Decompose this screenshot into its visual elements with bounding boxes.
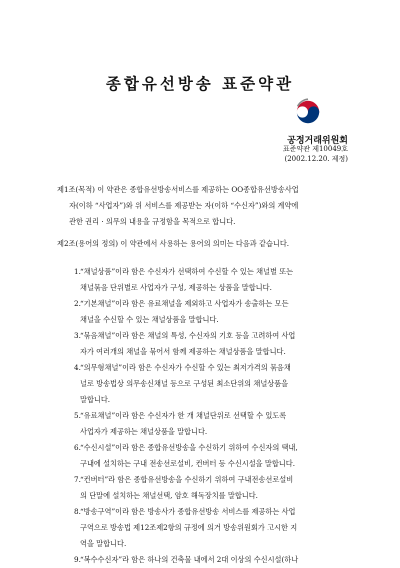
definition-line: 채널을 수신할 수 있는 채널상품을 말합니다.	[80, 315, 219, 324]
definition-line: 채널묶음 단위별로 사업자가 구성, 제공하는 상품을 말합니다.	[80, 283, 272, 292]
definition-line: “수신시설”이라 함은 종합유선방송을 수신하기 위하여 수신자의 택내,	[80, 443, 298, 452]
definition-line: 구역으로 방송법 제12조제2항의 규정에 의거 방송위원회가 고시한 지	[80, 523, 298, 532]
definition-item	[58, 360, 358, 408]
document-title: 종합유선방송 표준약관	[105, 74, 295, 93]
definition-item	[58, 408, 358, 440]
definition-line: 구내에 설치하는 구내 전송선로설비, 컨버터 등 수신시설을 말합니다.	[80, 459, 295, 468]
definition-list	[58, 264, 358, 568]
definition-number: 5 .	[74, 408, 81, 424]
definition-line: “방송구역”이라 함은 방송사가 종합유선방송 서비스를 제공하는 사업	[80, 507, 296, 516]
article-2	[57, 236, 352, 252]
definition-line: 말합니다.	[80, 395, 111, 404]
definition-item	[58, 472, 358, 504]
definition-line: “복수수신자”라 함은 하나의 건축물 내에서 2대 이상의 수신시설(하나	[80, 555, 299, 564]
definition-line: 역을 말합니다.	[80, 539, 127, 548]
definition-line: “묶음채널”이라 함은 채널의 특성, 수신자의 기호 등을 고려하여 사업	[80, 331, 296, 340]
definition-line: “컨버터”라 함은 종합유선방송을 수신하기 위하여 구내전송선로설비	[80, 475, 294, 484]
definition-item	[58, 296, 358, 328]
definition-number: 2 .	[74, 296, 81, 312]
definition-item	[58, 504, 358, 552]
definition-line: “채널상품”이라 함은 수신자가 선택하여 수신할 수 있는 채널별 또는	[80, 267, 294, 276]
definition-item	[58, 264, 358, 296]
government-emblem-icon	[292, 96, 324, 128]
definition-number: 7 .	[74, 472, 81, 488]
article-1-line: 자(이하 “사업자”)와 위 서비스를 제공받는 자(이하 “수신자”)와의 계약에	[69, 201, 299, 210]
definition-line: 사업자가 제공하는 채널상품을 말합니다.	[80, 427, 208, 436]
terms-number-block	[220, 145, 348, 164]
definition-number: 9 .	[74, 552, 81, 568]
definition-item	[58, 440, 358, 472]
definition-number: 4 .	[74, 360, 81, 376]
definition-line: “기본채널”이라 함은 유료채널을 제외하고 사업자가 송출하는 모든	[80, 299, 289, 308]
definition-number: 8 .	[74, 504, 81, 520]
definition-item	[58, 328, 358, 360]
definition-number: 1 .	[74, 264, 81, 280]
definition-line: 의 단말에 설치하는 채널선택, 암호 해독장치를 말합니다.	[80, 491, 258, 500]
definition-line: 자가 여러개의 채널을 묶어서 함께 제공하는 채널상품을 말합니다.	[80, 347, 286, 356]
article-1-line: 제1조(목적) 이 약관은 종합유선방송서비스를 제공하는 OO종합유선방송사업	[57, 185, 299, 194]
definition-line: “유료채널”이라 함은 수신자가 한 개 채널단위로 선택할 수 있도록	[80, 411, 287, 420]
terms-date: (2002.12.20. 제정)	[284, 154, 348, 163]
organization-name: 공정거래위원회	[287, 136, 348, 146]
definition-number: 3 .	[74, 328, 81, 344]
article-1-line: 관한 권리 · 의무의 내용을 규정함을 목적으로 합니다.	[69, 217, 236, 226]
article-1	[57, 182, 352, 230]
definition-line: 널로 방송법상 의무송신채널 등으로 구성된 최소단위의 채널상품을	[80, 379, 289, 388]
definition-line: “의무형채널”이라 함은 수신자가 수신할 수 있는 최저가격의 묶음채	[80, 363, 291, 372]
terms-number: 표준약관 제10049호	[282, 145, 348, 153]
article-2-heading: 제2조(용어의 정의) 이 약관에서 사용하는 용어의 의미는 다음과 같습니다.	[57, 239, 290, 248]
definition-item	[58, 552, 358, 568]
definition-number: 6 .	[74, 440, 81, 456]
